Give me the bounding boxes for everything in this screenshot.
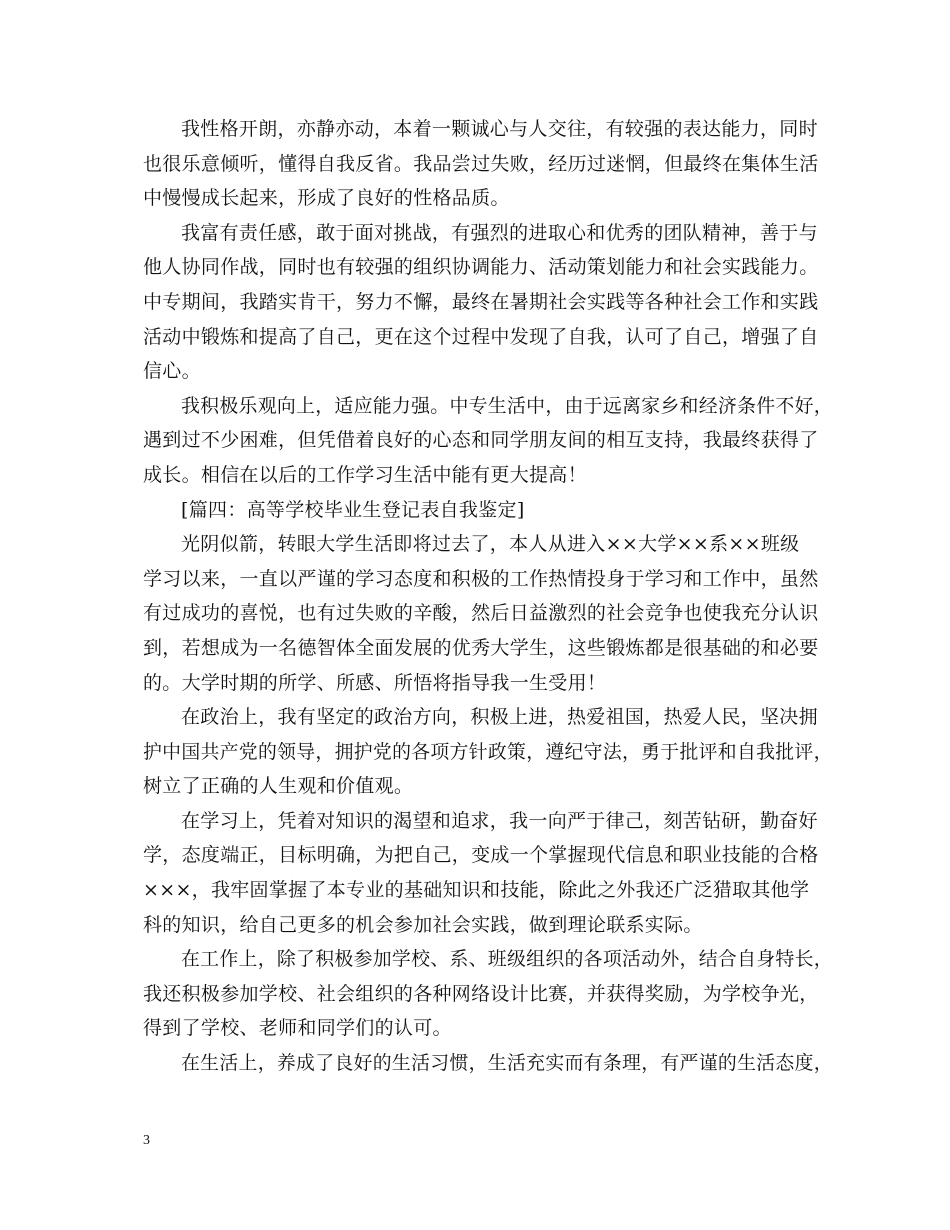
text-line: 在政治上，我有坚定的政治方向，积极上进，热爱祖国，热爱人民，坚决拥 <box>181 706 818 729</box>
text-line: 活动中锻炼和提高了自己，更在这个过程中发现了自我，认可了自己，增强了自 <box>143 325 819 348</box>
text-line: 中专期间，我踏实肯干，努力不懈，最终在暑期社会实践等各种社会工作和实践 <box>143 290 819 313</box>
text-line: 信心。 <box>143 360 201 383</box>
text-line: 中慢慢成长起来，形成了良好的性格品质。 <box>143 187 510 210</box>
text-line: 学习以来，一直以严谨的学习态度和积极的工作热情投身于学习和工作中，虽然 <box>143 567 819 590</box>
document-body <box>143 112 833 1081</box>
text-line: 科的知识，给自己更多的机会参加社会实践，做到理论联系实际。 <box>143 913 703 936</box>
text-line: 我还积极参加学校、社会组织的各种网络设计比赛，并获得奖励，为学校争光， <box>143 982 819 1005</box>
text-line: 也很乐意倾听，懂得自我反省。我品尝过失败，经历过迷惘，但最终在集体生活 <box>143 152 819 175</box>
text-line: 学，态度端正，目标明确，为把自己，变成一个掌握现代信息和职业技能的合格 <box>143 844 819 867</box>
text-line: 遇到过不少困难，但凭借着良好的心态和同学朋友间的相互支持，我最终获得了 <box>143 429 819 452</box>
text-line: 得到了学校、老师和同学们的认可。 <box>143 1017 452 1040</box>
text-line: 我富有责任感，敢于面对挑战，有强烈的进取心和优秀的团队精神，善于与 <box>181 221 818 244</box>
text-line: ×××，我牢固掌握了本专业的基础知识和技能，除此之外我还广泛猎取其他学 <box>143 879 810 902</box>
text-line: 在工作上，除了积极参加学校、系、班级组织的各项活动外，结合自身特长， <box>181 948 833 971</box>
text-line: 树立了正确的人生观和价值观。 <box>143 775 414 798</box>
text-line: 他人协同作战，同时也有较强的组织协调能力、活动策划能力和社会实践能力。 <box>143 256 819 279</box>
text-line: 到，若想成为一名德智体全面发展的优秀大学生，这些锻炼都是很基础的和必要 <box>143 636 819 659</box>
text-line: 在生活上，养成了良好的生活习惯，生活充实而有条理，有严谨的生活态度， <box>181 1052 833 1075</box>
text-line: 在学习上，凭着对知识的渴望和追求，我一向严于律己，刻苦钻研，勤奋好 <box>181 809 818 832</box>
text-line: 光阴似箭，转眼大学生活即将过去了，本人从进入××大学××系××班级 <box>181 533 800 556</box>
text-line: [篇四：高等学校毕业生登记表自我鉴定] <box>181 498 525 521</box>
text-line: 的。大学时期的所学、所感、所悟将指导我一生受用！ <box>143 671 607 694</box>
text-line: 我积极乐观向上，适应能力强。中专生活中，由于远离家乡和经济条件不好， <box>181 394 833 417</box>
text-line: 护中国共产党的领导，拥护党的各项方针政策，遵纪守法，勇于批评和自我批评， <box>143 740 833 763</box>
text-line: 有过成功的喜悦，也有过失败的辛酸，然后日益激烈的社会竞争也使我充分认识 <box>143 602 819 625</box>
page-number: 3 <box>143 1133 150 1148</box>
text-line: 成长。相信在以后的工作学习生活中能有更大提高！ <box>143 463 587 486</box>
text-line: 我性格开朗，亦静亦动，本着一颗诚心与人交往，有较强的表达能力，同时 <box>181 118 818 140</box>
